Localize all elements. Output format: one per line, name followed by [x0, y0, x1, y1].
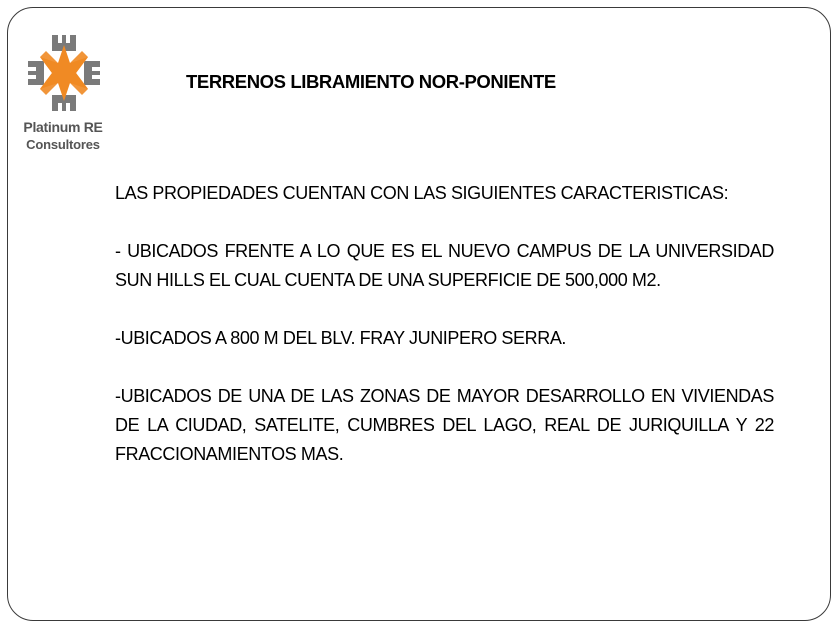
paragraph-boulevard: -UBICADOS A 800 M DEL BLV. FRAY JUNIPERO SERRA. — [115, 328, 567, 348]
paragraph-campus: - UBICADOS FRENTE A LO QUE ES EL NUEVO CAMPUS DE LA UNIVERSIDAD SUN HILLS EL CUAL CUENTA DE UNA SUPERFICIE DE 500,000 M2. — [115, 241, 774, 290]
slide-body — [115, 179, 774, 498]
company-logo — [18, 33, 108, 163]
paragraph-intro: LAS PROPIEDADES CUENTAN CON LAS SIGUIENTES CARACTERISTICAS: — [115, 183, 729, 203]
logo-name-line1: Platinum RE — [23, 119, 103, 135]
slide — [7, 7, 831, 621]
logo-name-line2: Consultores — [26, 137, 100, 152]
paragraph-development-zone: -UBICADOS DE UNA DE LAS ZONAS DE MAYOR DESARROLLO EN VIVIENDAS DE LA CIUDAD, SATELITE, CUMBRES DEL LAGO, REAL DE JURIQUILLA Y 22 FRACCIONAMIENTOS MAS. — [115, 386, 774, 464]
platinum-emblem-icon — [26, 33, 102, 113]
slide-title: TERRENOS LIBRAMIENTO NOR-PONIENTE — [186, 71, 556, 92]
